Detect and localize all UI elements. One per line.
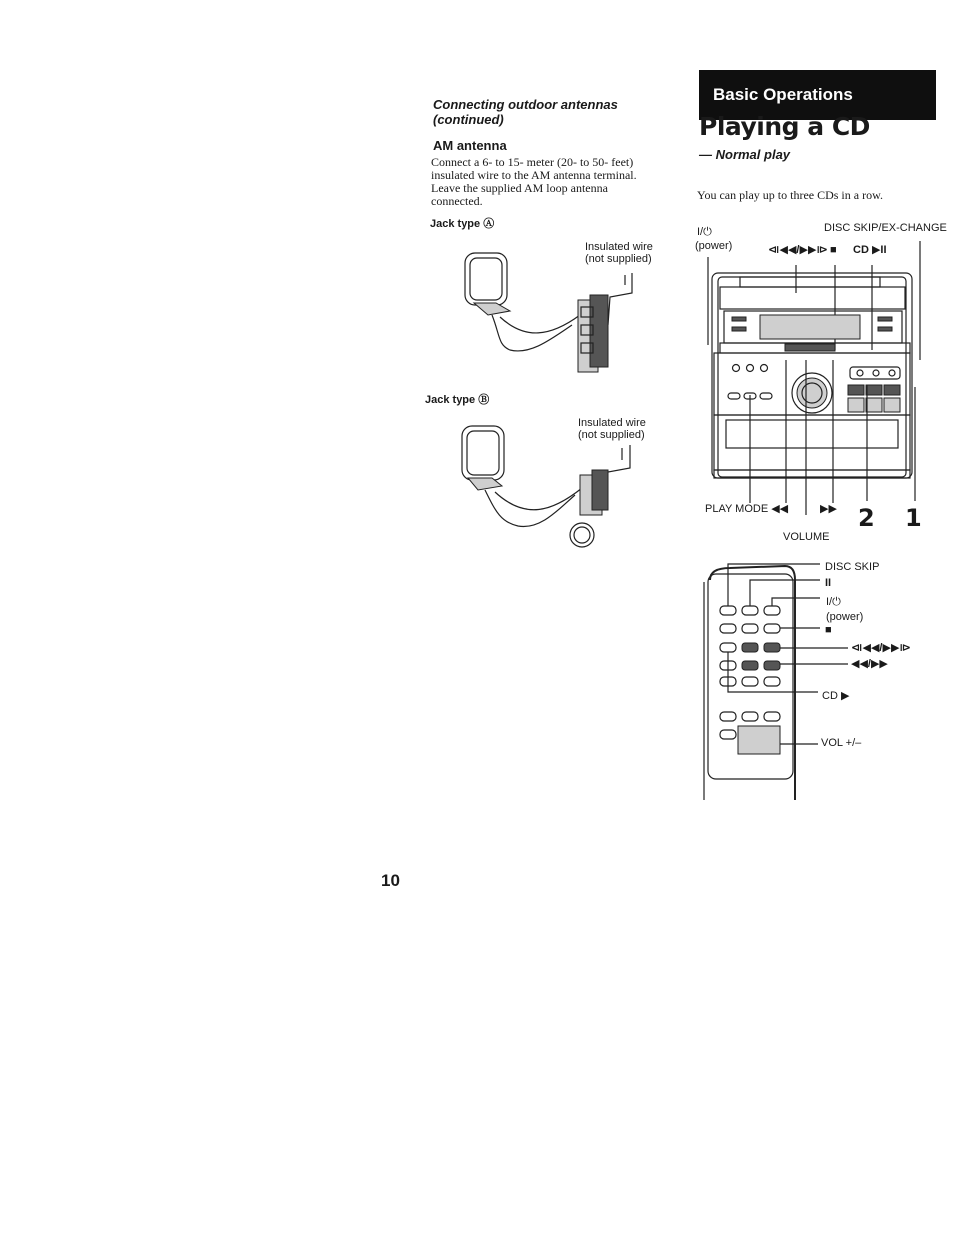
section-heading [433, 97, 618, 127]
section-heading-line1: Connecting outdoor antennas [433, 97, 618, 112]
unit-step-1: 1 [905, 504, 922, 532]
unit-ff-label: ▶▶ [820, 503, 837, 515]
am-body-line: Connect a 6- to 15- meter (20- to 50- feet) [431, 155, 634, 169]
callout-line: Insulated wire [585, 241, 653, 253]
am-antenna-body [431, 156, 666, 208]
callout-line: (not supplied) [578, 429, 645, 441]
am-antenna-heading: AM antenna [433, 138, 507, 153]
remote-vol-label: VOL +/– [821, 737, 862, 749]
stereo-unit-illustration [700, 255, 930, 515]
page-subtitle: — Normal play [699, 147, 791, 162]
remote-power-symbol: I/⏻ [826, 596, 841, 608]
jack-b-illustration [440, 420, 640, 550]
unit-power-symbol: I/⏻ [697, 226, 712, 238]
unit-disc-skip-label: DISC SKIP/EX-CHANGE [824, 222, 947, 234]
unit-cd-play-pause-label: CD ▶II [853, 244, 887, 256]
remote-skip-label: ⧏◀◀/▶▶⧐ [851, 642, 911, 654]
unit-volume-label: VOLUME [783, 531, 830, 543]
am-body-line: Leave the supplied AM loop antenna [431, 181, 608, 195]
am-body-line: connected. [431, 194, 483, 208]
unit-play-mode-label: PLAY MODE ◀◀ [705, 503, 789, 515]
unit-stop-label: ■ [830, 244, 837, 256]
remote-disc-skip-label: DISC SKIP [825, 561, 880, 573]
callout-line: (not supplied) [585, 253, 652, 265]
unit-skip-label: ⧏◀◀/▶▶⧐ [768, 244, 828, 256]
intro-text: You can play up to three CDs in a row. [697, 188, 883, 202]
page-number: 10 [381, 871, 400, 890]
remote-illustration [700, 560, 830, 805]
jack-a-illustration [440, 245, 640, 380]
unit-power-word: (power) [695, 240, 733, 252]
callout-line: Insulated wire [578, 417, 646, 429]
jack-type-a-label: Jack type Ⓐ [430, 218, 495, 230]
remote-power-word: (power) [826, 611, 864, 623]
section-banner: Basic Operations [699, 70, 936, 120]
am-body-line: insulated wire to the AM antenna terminal. [431, 168, 637, 182]
page-title: Playing a CD [699, 112, 870, 141]
remote-stop-label: ■ [825, 624, 832, 636]
remote-pause-label: II [825, 577, 832, 589]
section-heading-line2: (continued) [433, 112, 504, 127]
jack-type-b-label: Jack type Ⓑ [425, 394, 490, 406]
remote-cd-play-label: CD ▶ [822, 690, 850, 702]
unit-step-2: 2 [858, 504, 875, 532]
remote-search-label: ◀◀/▶▶ [851, 658, 888, 670]
